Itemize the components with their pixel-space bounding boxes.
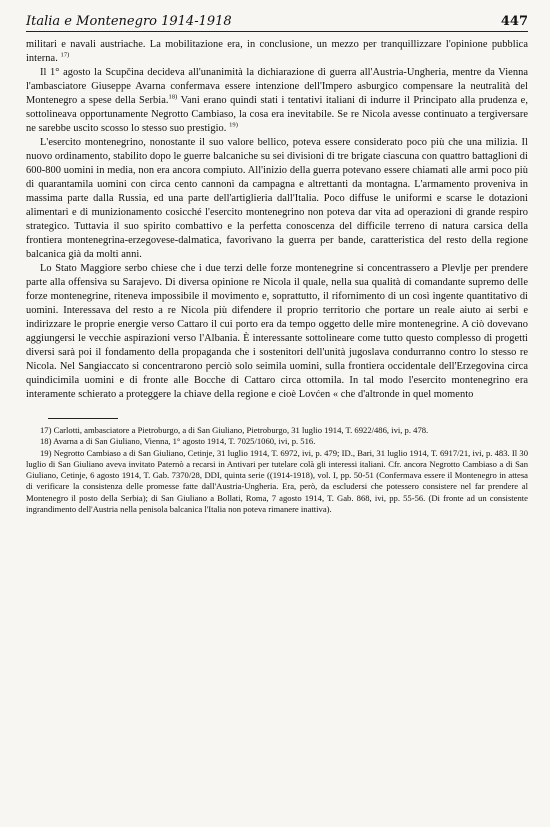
paragraph-2: Il 1° agosto la Scupčina decideva all'unanimità la dichiarazione di guerra all'Austria-Ungheria, mentre da Vienna l'ambasciatore Giuseppe Avarna confermava essere intenzione dell'Impero asburgico compensare la neutralità del Montenegro a spese della Serbia.$^{18)}$ Vani erano quindi stati i tentativi italiani di indurre il Principato alla prudenza e, sottolineava opportunamente Negrotto Cambiaso, la cosa era inevitabile. Se re Nicola avesse continuato a tergiversare ne sarebbe uscito scosso lo stesso suo prestigio. $^{19)}$ xyxy=(26,67,528,134)
footnote-ref: 17) xyxy=(60,51,70,59)
footnotes xyxy=(26,425,528,515)
footnote-ref: 19) xyxy=(229,121,238,129)
footnote-ref: 18) xyxy=(168,93,178,101)
paragraph-1: militari e navali austriache. La mobilitazione era, in conclusione, un mezzo per tranquillizzare l'opinione pubblica interna. $^{17)}$ xyxy=(26,39,528,64)
footnote-18: 18) Avarna a di San Giuliano, Vienna, 1° agosto 1914, T. 7025/1060, ivi, p. 516. xyxy=(40,436,316,447)
running-header xyxy=(26,14,528,32)
footnote-divider xyxy=(48,418,118,419)
paragraph-4: Lo Stato Maggiore serbo chiese che i due terzi delle forze montenegrine si concentrassero a Plevlje per prendere parte alla offensiva su Sarajevo. Di diversa opinione re Nicola il quale, nella sua qualità di comandante supremo delle forze montenegrine, riteneva impossibile il movimento e, soprattutto, il rifornimento di un così ingente quantitativo di uomini. Interessava del resto a re Nicola più difendere il proprio territorio che portare un reale aiuto ai serbi e indirizzare le proprie energie verso Cattaro il cui porto era da tempo oggetto delle mire montenegrine. A ciò dovevano aggiungersi le vecchie aspirazioni verso l'Albania. È interessante sottolineare come tutto questo complesso di progetti diversi sarà poi il fondamento della propaganda che i sostenitori dell'unità jugoslava condurranno contro lo stesso re Nicola. Nel Sangiaccato si concentrarono perciò solo seimila uomini, sulla frontiera occidentale dell'Erzegovina circa quindicimila uomini e di fronte alle Bocche di Cattaro circa ottomila. In tal modo l'esercito montenegrino era interamente schierato a proteggere la chiave della regione e cioè Lovćen « che d'altronde in quel momento xyxy=(26,263,528,400)
page-number: 447 xyxy=(500,14,528,29)
paragraph-3: L'esercito montenegrino, nonostante il suo valore bellico, poteva essere considerato poco più che una milizia. Il nuovo ordinamento, stabilito dopo le guerre balcaniche su sei divisioni di tre brigate ciascuna con quattro battaglioni di 600-800 uomini in media, non era ancora compiuto. All'inizio della guerra potevano essere chiamati alle armi poco più di quarantamila uomini con circa cento cannoni da campagna e altrettanti da montagna. L'armamento proveniva in massima parte dalla Russia, ed una parte dell'artiglieria dall'Italia. Poco diffuse le uniformi e scarse le dotazioni alimentari e di munizionamento cosicché l'esercito montenegrino non poteva dar vita ad operazioni di grande respiro strategico. Tuttavia il suo spirito combattivo e la perfetta conoscenza del difficile terreno di natura carsica della frontiera montenegrina-erzegovese-dalmatica, favorivano la guerra per bande, caratteristica del resto della regione balcanica già da molti anni. xyxy=(26,137,528,260)
running-title: Italia e Montenegro 1914-1918 xyxy=(26,14,232,29)
footnote-19: 19) Negrotto Cambiaso a di San Giuliano, Cetinje, 31 luglio 1914, T. 6972, ivi, p. 479; ID., Bari, 31 luglio 1914, T. 6917/21, ivi, p. 483. Il 30 luglio di San Giuliano aveva invitato Paternò a recarsi in Antivari per tutelare colà gli interessi italiani. Cfr. ancora Negrotto Cambiaso a di San Giuliano, Cetinje, 6 agosto 1914, T. Gab. 7370/28, DDI, quinta serie ((1914-1918), vol. I, pp. 50-51 (Confermava essere il Montenegro in attesa di verificare la consistenza delle promesse fatte dall'Austria-Ungheria. Era, però, da escludersi che potessero consistere nel far prendere al Montenegro il posto della Serbia); di San Giuliano a Bollati, Roma, 7 agosto 1914, T. Gab. 868, ivi, pp. 55-56. (Di fronte ad un consistente ingrandimento dell'Austria nella penisola balcanica l'Italia non poteva rimanere inattiva). xyxy=(26,447,528,515)
footnote-17: 17) Carlotti, ambasciatore a Pietroburgo, a di San Giuliano, Pietroburgo, 31 luglio 1914, T. 6922/486, ivi, p. 478. xyxy=(40,425,429,435)
main-text xyxy=(26,38,528,402)
